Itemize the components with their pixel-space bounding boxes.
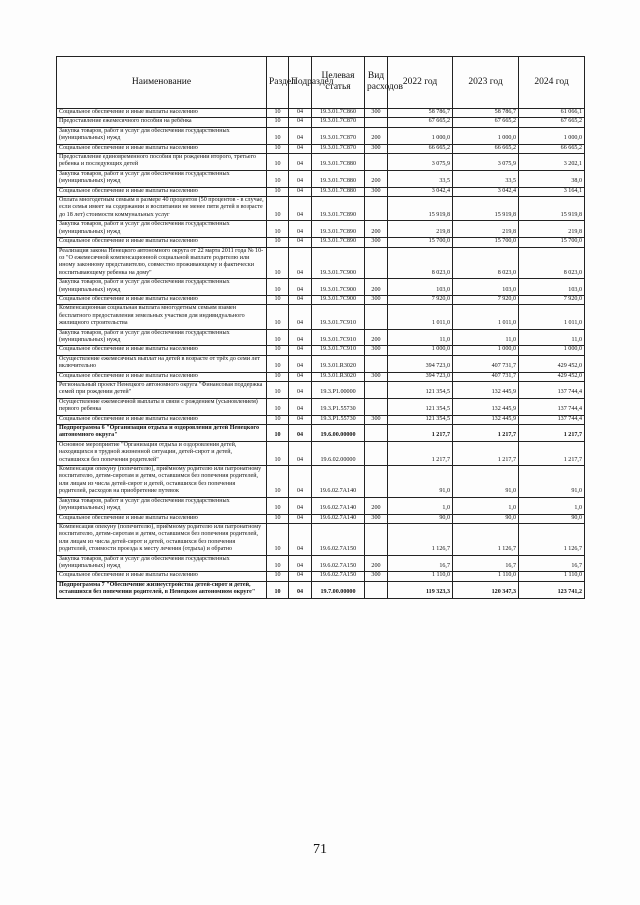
table-cell-target: 19.3.01.7С890 bbox=[312, 197, 365, 221]
header-section: Раздел bbox=[267, 57, 289, 109]
table-cell-subsection: 04 bbox=[289, 329, 312, 346]
table-cell-section: 10 bbox=[267, 238, 289, 247]
table-row bbox=[57, 247, 585, 279]
table-cell-2022: 3 075,9 bbox=[388, 154, 453, 171]
table-cell-2024: 429 452,0 bbox=[519, 355, 585, 372]
table-cell-2024: 1 217,7 bbox=[519, 425, 585, 442]
table-cell-2022: 11,0 bbox=[388, 329, 453, 346]
table-cell-expense-type: 300 bbox=[365, 346, 388, 355]
table-cell-2022: 121 354,5 bbox=[388, 415, 453, 424]
table-cell-2024: 11,0 bbox=[519, 329, 585, 346]
table-cell-target: 19.3.P1.00000 bbox=[312, 382, 365, 399]
table-cell-target: 19.3.01.7С910 bbox=[312, 346, 365, 355]
page-number: 71 bbox=[313, 842, 327, 857]
table-cell-2024: 38,0 bbox=[519, 170, 585, 187]
table-cell-2023: 132 445,9 bbox=[453, 398, 519, 415]
table-cell-2024: 67 665,2 bbox=[519, 118, 585, 127]
table-cell-target: 19.3.P1.55730 bbox=[312, 398, 365, 415]
table-cell-subsection: 04 bbox=[289, 295, 312, 304]
table-cell-name: Социальное обеспечение и иные выплаты населению bbox=[57, 415, 267, 424]
table-cell-section: 10 bbox=[267, 109, 289, 118]
table-cell-name: Компенсация опекуну (попечителю), приёмному родителю или патронатному воспитателю, детям-сиротам и детям, оставшимся без попечения родителей, или лицам из числа детей-сирот и детей, оставшихся без попечения родителей, стоимости проезда к месту лечения (отдыха) и обратно bbox=[57, 523, 267, 555]
table-body bbox=[57, 109, 585, 599]
table-cell-target: 19.3.01.R3020 bbox=[312, 355, 365, 372]
table-cell-2024: 66 665,2 bbox=[519, 144, 585, 153]
table-cell-2023: 1 126,7 bbox=[453, 523, 519, 555]
table-cell-name: Социальное обеспечение и иные выплаты населению bbox=[57, 187, 267, 196]
table-cell-2023: 91,0 bbox=[453, 466, 519, 498]
table-cell-2024: 61 066,1 bbox=[519, 109, 585, 118]
table-cell-name: Социальное обеспечение и иные выплаты населению bbox=[57, 295, 267, 304]
table-cell-2024: 1 217,7 bbox=[519, 441, 585, 465]
table-cell-section: 10 bbox=[267, 279, 289, 296]
table-cell-section: 10 bbox=[267, 305, 289, 329]
table-cell-section: 10 bbox=[267, 572, 289, 581]
table-row bbox=[57, 305, 585, 329]
table-cell-expense-type: 200 bbox=[365, 329, 388, 346]
table-cell-2023: 15 700,0 bbox=[453, 238, 519, 247]
table-cell-expense-type: 200 bbox=[365, 497, 388, 514]
table-cell-2024: 1 126,7 bbox=[519, 523, 585, 555]
table-cell-2022: 394 723,0 bbox=[388, 355, 453, 372]
table-cell-2024: 1 000,0 bbox=[519, 127, 585, 144]
table-cell-2022: 1 000,0 bbox=[388, 346, 453, 355]
table-cell-name: Закупка товаров, работ и услуг для обеспечения государственных (муниципальных) нужд bbox=[57, 329, 267, 346]
table-cell-target: 19.3.01.7С900 bbox=[312, 279, 365, 296]
header-subsection: Подраздел bbox=[289, 57, 312, 109]
table-cell-name: Осуществление ежемесячных выплат на детей в возрасте от трёх до семи лет включительно bbox=[57, 355, 267, 372]
table-cell-2023: 1 217,7 bbox=[453, 425, 519, 442]
table-cell-name: Компенсационная социальная выплата многодетным семьям взамен бесплатного предоставления земельных участков для индивидуального жилищного строительства bbox=[57, 305, 267, 329]
table-cell-subsection: 04 bbox=[289, 170, 312, 187]
table-cell-target: 19.3.01.7С870 bbox=[312, 144, 365, 153]
table-cell-section: 10 bbox=[267, 382, 289, 399]
table-cell-2024: 137 744,4 bbox=[519, 415, 585, 424]
table-cell-subsection: 04 bbox=[289, 279, 312, 296]
table-cell-name: Реализация закона Ненецкого автономного округа от 22 марта 2011 года № 10-оз "О ежемесячной компенсационной социальной выплате родителю или иному законному представителю, совместно проживающему и фактически воспитывающему ребенка на дому" bbox=[57, 247, 267, 279]
table-cell-2023: 90,0 bbox=[453, 514, 519, 523]
table-cell-target: 19.3.01.7С880 bbox=[312, 154, 365, 171]
table-cell-target: 19.3.01.R3020 bbox=[312, 372, 365, 381]
table-cell-section: 10 bbox=[267, 144, 289, 153]
table-cell-2022: 119 323,3 bbox=[388, 581, 453, 598]
table-cell-expense-type bbox=[365, 355, 388, 372]
table-cell-2023: 8 023,0 bbox=[453, 247, 519, 279]
table-cell-2024: 1 011,0 bbox=[519, 305, 585, 329]
table-cell-2022: 66 665,2 bbox=[388, 144, 453, 153]
table-row bbox=[57, 109, 585, 118]
table-cell-2022: 1 000,0 bbox=[388, 127, 453, 144]
table-cell-target: 19.6.00.00000 bbox=[312, 425, 365, 442]
table-cell-2023: 33,5 bbox=[453, 170, 519, 187]
table-cell-subsection: 04 bbox=[289, 154, 312, 171]
table-cell-2023: 58 786,7 bbox=[453, 109, 519, 118]
table-row bbox=[57, 154, 585, 171]
table-cell-target: 19.3.01.7С870 bbox=[312, 118, 365, 127]
table-cell-name: Социальное обеспечение и иные выплаты населению bbox=[57, 572, 267, 581]
table-cell-target: 19.3.01.7С900 bbox=[312, 247, 365, 279]
table-cell-section: 10 bbox=[267, 523, 289, 555]
table-cell-expense-type: 200 bbox=[365, 221, 388, 238]
table-row bbox=[57, 382, 585, 399]
table-row bbox=[57, 170, 585, 187]
table-cell-2022: 121 354,5 bbox=[388, 382, 453, 399]
table-cell-subsection: 04 bbox=[289, 197, 312, 221]
table-cell-2022: 58 786,7 bbox=[388, 109, 453, 118]
table-cell-section: 10 bbox=[267, 127, 289, 144]
table-cell-section: 10 bbox=[267, 187, 289, 196]
table-cell-2023: 1,0 bbox=[453, 497, 519, 514]
table-cell-expense-type bbox=[365, 441, 388, 465]
table-cell-section: 10 bbox=[267, 415, 289, 424]
table-row bbox=[57, 127, 585, 144]
table-row bbox=[57, 197, 585, 221]
table-cell-2023: 66 665,2 bbox=[453, 144, 519, 153]
table-cell-2023: 1 000,0 bbox=[453, 127, 519, 144]
table-cell-target: 19.3.01.7С910 bbox=[312, 305, 365, 329]
table-cell-name: Закупка товаров, работ и услуг для обеспечения государственных (муниципальных) нужд bbox=[57, 170, 267, 187]
table-cell-target: 19.3.01.7С890 bbox=[312, 238, 365, 247]
table-cell-2023: 15 919,8 bbox=[453, 197, 519, 221]
table-cell-expense-type: 200 bbox=[365, 170, 388, 187]
table-cell-subsection: 04 bbox=[289, 305, 312, 329]
table-cell-target: 19.3.01.7С910 bbox=[312, 329, 365, 346]
table-cell-subsection: 04 bbox=[289, 466, 312, 498]
table-cell-expense-type: 200 bbox=[365, 279, 388, 296]
table-cell-name: Подпрограмма 6 "Организация отдыха и оздоровления детей Ненецкого автономного округа" bbox=[57, 425, 267, 442]
table-cell-2022: 394 723,0 bbox=[388, 372, 453, 381]
table-cell-expense-type: 300 bbox=[365, 372, 388, 381]
table-cell-subsection: 04 bbox=[289, 523, 312, 555]
table-row bbox=[57, 514, 585, 523]
table-cell-section: 10 bbox=[267, 346, 289, 355]
table-cell-subsection: 04 bbox=[289, 355, 312, 372]
table-cell-2024: 3 164,1 bbox=[519, 187, 585, 196]
table-cell-2022: 91,0 bbox=[388, 466, 453, 498]
table-cell-subsection: 04 bbox=[289, 441, 312, 465]
table-row bbox=[57, 466, 585, 498]
table-cell-2023: 3 075,9 bbox=[453, 154, 519, 171]
table-cell-2022: 1 126,7 bbox=[388, 523, 453, 555]
table-cell-2024: 123 741,2 bbox=[519, 581, 585, 598]
table-cell-2022: 1,0 bbox=[388, 497, 453, 514]
table-cell-2024: 1 000,0 bbox=[519, 346, 585, 355]
table-cell-section: 10 bbox=[267, 441, 289, 465]
header-2023: 2023 год bbox=[453, 57, 519, 109]
table-cell-2023: 407 731,7 bbox=[453, 355, 519, 372]
table-cell-2022: 8 023,0 bbox=[388, 247, 453, 279]
table-cell-section: 10 bbox=[267, 514, 289, 523]
table-cell-2023: 1 011,0 bbox=[453, 305, 519, 329]
table-cell-2023: 120 347,3 bbox=[453, 581, 519, 598]
table-cell-expense-type: 300 bbox=[365, 238, 388, 247]
table-cell-expense-type bbox=[365, 154, 388, 171]
table-cell-2023: 407 731,7 bbox=[453, 372, 519, 381]
table-cell-expense-type: 200 bbox=[365, 555, 388, 572]
table-cell-name: Закупка товаров, работ и услуг для обеспечения государственных (муниципальных) нужд bbox=[57, 279, 267, 296]
table-cell-section: 10 bbox=[267, 581, 289, 598]
table-cell-name: Закупка товаров, работ и услуг для обеспечения государственных (муниципальных) нужд bbox=[57, 555, 267, 572]
table-cell-2024: 8 023,0 bbox=[519, 247, 585, 279]
table-cell-2024: 15 700,0 bbox=[519, 238, 585, 247]
table-cell-subsection: 04 bbox=[289, 238, 312, 247]
table-cell-subsection: 04 bbox=[289, 144, 312, 153]
table-cell-target: 19.6.02.7А150 bbox=[312, 523, 365, 555]
table-cell-2024: 3 202,1 bbox=[519, 154, 585, 171]
table-cell-subsection: 04 bbox=[289, 425, 312, 442]
table-cell-2022: 121 354,5 bbox=[388, 398, 453, 415]
table-cell-target: 19.6.02.7А150 bbox=[312, 555, 365, 572]
table-cell-expense-type bbox=[365, 523, 388, 555]
table-row bbox=[57, 415, 585, 424]
table-cell-2023: 16,7 bbox=[453, 555, 519, 572]
table-cell-2023: 132 445,9 bbox=[453, 382, 519, 399]
table-cell-name: Социальное обеспечение и иные выплаты населению bbox=[57, 144, 267, 153]
table-cell-2024: 103,0 bbox=[519, 279, 585, 296]
table-cell-subsection: 04 bbox=[289, 581, 312, 598]
table-cell-2024: 429 452,0 bbox=[519, 372, 585, 381]
table-row bbox=[57, 238, 585, 247]
table-cell-name: Оплата многодетным семьям в размере 40 процентов (50 процентов - в случае, если семья имеет на содержании и воспитании не менее пяти детей в возрасте до 18 лет) стоимости коммунальных услуг bbox=[57, 197, 267, 221]
header-2022: 2022 год bbox=[388, 57, 453, 109]
table-cell-expense-type bbox=[365, 197, 388, 221]
table-cell-name: Социальное обеспечение и иные выплаты населению bbox=[57, 238, 267, 247]
table-row bbox=[57, 329, 585, 346]
table-cell-2022: 7 920,0 bbox=[388, 295, 453, 304]
table-cell-2023: 11,0 bbox=[453, 329, 519, 346]
table-cell-target: 19.6.02.7А150 bbox=[312, 572, 365, 581]
table-cell-expense-type bbox=[365, 398, 388, 415]
table-cell-section: 10 bbox=[267, 372, 289, 381]
table-cell-expense-type: 300 bbox=[365, 415, 388, 424]
table-row bbox=[57, 187, 585, 196]
table-cell-expense-type bbox=[365, 382, 388, 399]
table-row bbox=[57, 425, 585, 442]
table-cell-2022: 1 217,7 bbox=[388, 441, 453, 465]
table-cell-2023: 67 665,2 bbox=[453, 118, 519, 127]
table-cell-expense-type bbox=[365, 466, 388, 498]
table-cell-2022: 16,7 bbox=[388, 555, 453, 572]
table-cell-name: Закупка товаров, работ и услуг для обеспечения государственных (муниципальных) нужд bbox=[57, 221, 267, 238]
table-cell-target: 19.3.01.7С880 bbox=[312, 170, 365, 187]
table-cell-2022: 1 110,0 bbox=[388, 572, 453, 581]
table-cell-target: 19.6.02.7А140 bbox=[312, 514, 365, 523]
table-cell-target: 19.3.01.7С860 bbox=[312, 109, 365, 118]
table-cell-name: Предоставление ежемесячного пособия на ребёнка bbox=[57, 118, 267, 127]
table-cell-name: Социальное обеспечение и иные выплаты населению bbox=[57, 109, 267, 118]
table-cell-name: Социальное обеспечение и иные выплаты населению bbox=[57, 514, 267, 523]
table-cell-subsection: 04 bbox=[289, 346, 312, 355]
header-expense-type: Вид расходов bbox=[365, 57, 388, 109]
table-row bbox=[57, 144, 585, 153]
table-cell-subsection: 04 bbox=[289, 247, 312, 279]
table-cell-expense-type bbox=[365, 247, 388, 279]
table-cell-2024: 137 744,4 bbox=[519, 382, 585, 399]
table-cell-2022: 3 042,4 bbox=[388, 187, 453, 196]
table-cell-2022: 90,0 bbox=[388, 514, 453, 523]
table-cell-name: Предоставление единовременного пособия при рождении второго, третьего ребенка и последующих детей bbox=[57, 154, 267, 171]
table-cell-2023: 7 920,0 bbox=[453, 295, 519, 304]
table-cell-2022: 219,8 bbox=[388, 221, 453, 238]
table-cell-subsection: 04 bbox=[289, 372, 312, 381]
table-row bbox=[57, 372, 585, 381]
table-cell-section: 10 bbox=[267, 555, 289, 572]
table-cell-subsection: 04 bbox=[289, 514, 312, 523]
table-cell-name: Социальное обеспечение и иные выплаты населению bbox=[57, 372, 267, 381]
table-cell-subsection: 04 bbox=[289, 109, 312, 118]
table-cell-2023: 3 042,4 bbox=[453, 187, 519, 196]
table-row bbox=[57, 441, 585, 465]
table-cell-name: Подпрограмма 7 "Обеспечение жизнеустройства детей-сирот и детей, оставшихся без попечения родителей, в Ненецком автономном округе" bbox=[57, 581, 267, 598]
table-cell-target: 19.3.01.7С870 bbox=[312, 127, 365, 144]
table-cell-subsection: 04 bbox=[289, 127, 312, 144]
table-cell-2023: 219,8 bbox=[453, 221, 519, 238]
table-cell-target: 19.3.01.7С900 bbox=[312, 295, 365, 304]
table-row bbox=[57, 346, 585, 355]
table-cell-section: 10 bbox=[267, 247, 289, 279]
table-cell-2024: 90,0 bbox=[519, 514, 585, 523]
table-cell-2022: 33,5 bbox=[388, 170, 453, 187]
table-row bbox=[57, 355, 585, 372]
table-cell-expense-type: 300 bbox=[365, 144, 388, 153]
table-cell-2022: 15 919,8 bbox=[388, 197, 453, 221]
table-cell-expense-type: 200 bbox=[365, 127, 388, 144]
table-cell-section: 10 bbox=[267, 170, 289, 187]
table-cell-2024: 1 110,0 bbox=[519, 572, 585, 581]
table-cell-name: Региональный проект Ненецкого автономного округа "Финансовая поддержка семей при рождении детей" bbox=[57, 382, 267, 399]
table-cell-subsection: 04 bbox=[289, 398, 312, 415]
table-cell-subsection: 04 bbox=[289, 221, 312, 238]
table-cell-section: 10 bbox=[267, 497, 289, 514]
table-cell-section: 10 bbox=[267, 398, 289, 415]
table-row bbox=[57, 295, 585, 304]
table-cell-expense-type: 300 bbox=[365, 514, 388, 523]
table-cell-section: 10 bbox=[267, 466, 289, 498]
table-cell-2022: 1 011,0 bbox=[388, 305, 453, 329]
table-row bbox=[57, 398, 585, 415]
table-cell-target: 19.3.P1.55730 bbox=[312, 415, 365, 424]
table-header-row bbox=[57, 57, 585, 109]
table-cell-target: 19.3.01.7С890 bbox=[312, 221, 365, 238]
table-cell-subsection: 04 bbox=[289, 572, 312, 581]
table-cell-name: Компенсация опекуну (попечителю), приёмному родителю или патронатному воспитателю, детям-сиротам и детям, оставшимся без попечения родителей, или лицам из числа детей-сирот и детей, оставшихся без попечения родителей, расходов на приобретение путевок bbox=[57, 466, 267, 498]
table-cell-subsection: 04 bbox=[289, 555, 312, 572]
table-cell-section: 10 bbox=[267, 295, 289, 304]
table-cell-expense-type: 300 bbox=[365, 109, 388, 118]
table-cell-expense-type bbox=[365, 581, 388, 598]
table-cell-target: 19.6.02.7А140 bbox=[312, 497, 365, 514]
table-cell-target: 19.7.00.00000 bbox=[312, 581, 365, 598]
header-target: Целевая статья bbox=[312, 57, 365, 109]
table-row bbox=[57, 523, 585, 555]
table-row bbox=[57, 497, 585, 514]
table-cell-subsection: 04 bbox=[289, 187, 312, 196]
table-cell-subsection: 04 bbox=[289, 497, 312, 514]
table-row bbox=[57, 572, 585, 581]
table-cell-2023: 132 445,9 bbox=[453, 415, 519, 424]
table-cell-section: 10 bbox=[267, 425, 289, 442]
table-cell-2024: 137 744,4 bbox=[519, 398, 585, 415]
table-cell-name: Социальное обеспечение и иные выплаты населению bbox=[57, 346, 267, 355]
table-cell-name: Осуществление ежемесячной выплаты в связи с рождением (усыновлением) первого ребенка bbox=[57, 398, 267, 415]
table-cell-2022: 103,0 bbox=[388, 279, 453, 296]
table-cell-expense-type bbox=[365, 305, 388, 329]
table-row bbox=[57, 118, 585, 127]
table-cell-section: 10 bbox=[267, 197, 289, 221]
header-name: Наименование bbox=[57, 57, 267, 109]
table-cell-expense-type: 300 bbox=[365, 295, 388, 304]
table-row bbox=[57, 581, 585, 598]
table-cell-subsection: 04 bbox=[289, 415, 312, 424]
table-cell-target: 19.6.02.00000 bbox=[312, 441, 365, 465]
table-cell-2023: 1 217,7 bbox=[453, 441, 519, 465]
table-cell-2024: 1,0 bbox=[519, 497, 585, 514]
table-cell-2023: 1 000,0 bbox=[453, 346, 519, 355]
table-cell-name: Основное мероприятие "Организация отдыха и оздоровления детей, находящихся в трудной жизненной ситуации, детей-сирот и детей, оставшихся без попечения родителей" bbox=[57, 441, 267, 465]
table-cell-expense-type: 300 bbox=[365, 572, 388, 581]
table-cell-2022: 15 700,0 bbox=[388, 238, 453, 247]
table-row bbox=[57, 221, 585, 238]
table-cell-expense-type bbox=[365, 118, 388, 127]
table-cell-section: 10 bbox=[267, 154, 289, 171]
table-cell-section: 10 bbox=[267, 329, 289, 346]
table-row bbox=[57, 279, 585, 296]
table-cell-section: 10 bbox=[267, 118, 289, 127]
table-cell-target: 19.3.01.7С880 bbox=[312, 187, 365, 196]
table-cell-2023: 1 110,0 bbox=[453, 572, 519, 581]
table-cell-target: 19.6.02.7А140 bbox=[312, 466, 365, 498]
table-cell-section: 10 bbox=[267, 221, 289, 238]
table-cell-2022: 1 217,7 bbox=[388, 425, 453, 442]
table-cell-2024: 15 919,8 bbox=[519, 197, 585, 221]
table-cell-2024: 16,7 bbox=[519, 555, 585, 572]
table-cell-subsection: 04 bbox=[289, 118, 312, 127]
budget-table bbox=[56, 56, 585, 599]
table-cell-2024: 91,0 bbox=[519, 466, 585, 498]
table-cell-2023: 103,0 bbox=[453, 279, 519, 296]
table-cell-name: Закупка товаров, работ и услуг для обеспечения государственных (муниципальных) нужд bbox=[57, 127, 267, 144]
table-row bbox=[57, 555, 585, 572]
table-cell-expense-type: 300 bbox=[365, 187, 388, 196]
table-cell-2024: 7 920,0 bbox=[519, 295, 585, 304]
header-2024: 2024 год bbox=[519, 57, 585, 109]
table-cell-expense-type bbox=[365, 425, 388, 442]
table-cell-subsection: 04 bbox=[289, 382, 312, 399]
table-cell-2022: 67 665,2 bbox=[388, 118, 453, 127]
table-cell-2024: 219,8 bbox=[519, 221, 585, 238]
table-cell-section: 10 bbox=[267, 355, 289, 372]
table-cell-name: Закупка товаров, работ и услуг для обеспечения государственных (муниципальных) нужд bbox=[57, 497, 267, 514]
